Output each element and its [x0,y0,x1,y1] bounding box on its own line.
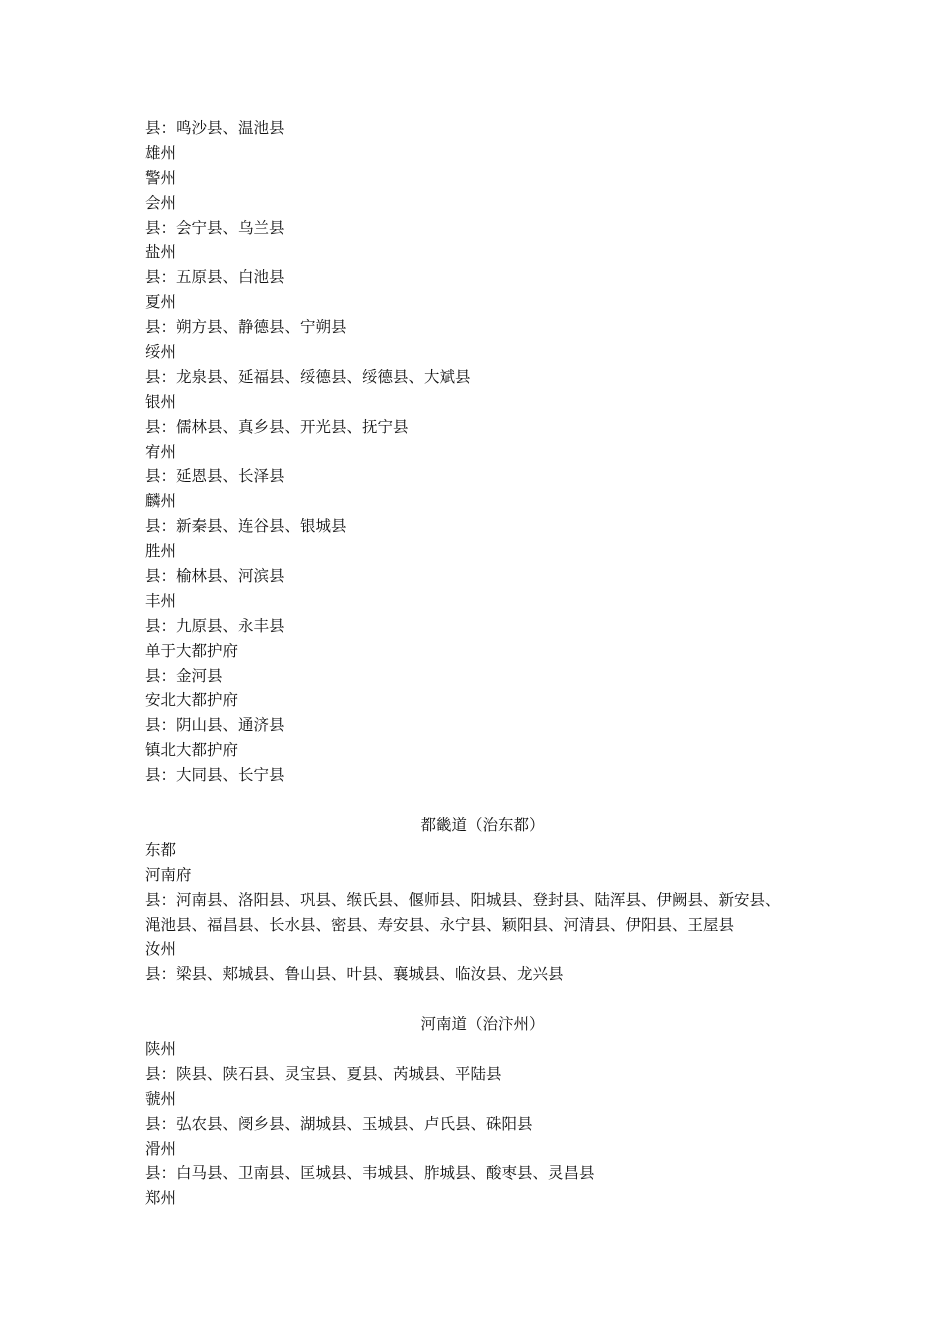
county-list-line: 县：榆林县、河滨县 [145,567,285,586]
county-list-line: 县：阴山县、通济县 [145,716,285,735]
county-list-line: 县：会宁县、乌兰县 [145,218,285,237]
county-list-line: 县：龙泉县、延福县、绥德县、绥德县、大斌县 [145,367,471,386]
prefecture-name: 东都 [145,840,177,859]
prefecture-name: 银州 [145,392,177,411]
county-list-line: 县：大同县、长宁县 [145,766,285,785]
county-list-line: 县：延恩县、长泽县 [145,467,285,486]
section-heading: 都畿道（治东都） [420,815,545,834]
county-list-line: 县：朔方县、静德县、宁朔县 [145,318,347,337]
prefecture-name: 河南府 [145,865,192,884]
prefecture-name: 滑州 [145,1139,177,1158]
county-list-line: 县：鸣沙县、温池县 [145,119,285,137]
county-list-line: 县：九原县、永丰县 [145,616,285,635]
county-list-line: 县：梁县、郏城县、鲁山县、叶县、襄城县、临汝县、龙兴县 [145,965,564,984]
prefecture-name: 警州 [145,168,177,187]
prefecture-name: 盐州 [145,243,177,262]
county-list-line: 县：河南县、洛阳县、巩县、缑氏县、偃师县、阳城县、登封县、陆浑县、伊阙县、新安县、 [145,890,781,909]
document-body [145,116,820,1211]
county-list-line: 县：陕县、陕石县、灵宝县、夏县、芮城县、平陆县 [145,1064,502,1083]
county-list-line: 县：新秦县、连谷县、银城县 [145,517,347,536]
prefecture-name: 夏州 [145,293,177,312]
prefecture-name: 渑池县、福昌县、长水县、密县、寿安县、永宁县、颖阳县、河清县、伊阳县、王屋县 [145,915,735,934]
prefecture-name: 镇北大都护府 [145,741,239,760]
prefecture-name: 绥州 [145,343,177,362]
prefecture-name: 会州 [145,193,177,212]
county-list-line: 县：弘农县、阌乡县、湖城县、玉城县、卢氏县、硃阳县 [145,1114,533,1133]
county-list-line: 县：白马县、卫南县、匡城县、韦城县、胙城县、酸枣县、灵昌县 [145,1164,595,1183]
prefecture-name: 安北大都护府 [145,691,239,710]
prefecture-name: 郑州 [145,1189,177,1208]
prefecture-name: 麟州 [145,492,177,511]
prefecture-name: 陕州 [145,1039,177,1058]
prefecture-name: 汝州 [145,940,177,959]
prefecture-name: 胜州 [145,542,177,561]
section-heading: 河南道（治汴州） [420,1015,545,1034]
prefecture-name: 虢州 [145,1089,177,1108]
prefecture-name: 单于大都护府 [145,641,239,660]
county-list-line: 县：儒林县、真乡县、开光县、抚宁县 [145,417,409,436]
prefecture-name: 宥州 [145,442,177,461]
prefecture-name: 雄州 [145,143,177,162]
prefecture-name: 丰州 [145,591,177,610]
county-list-line: 县：金河县 [145,666,223,685]
county-list-line: 县：五原县、白池县 [145,268,285,287]
